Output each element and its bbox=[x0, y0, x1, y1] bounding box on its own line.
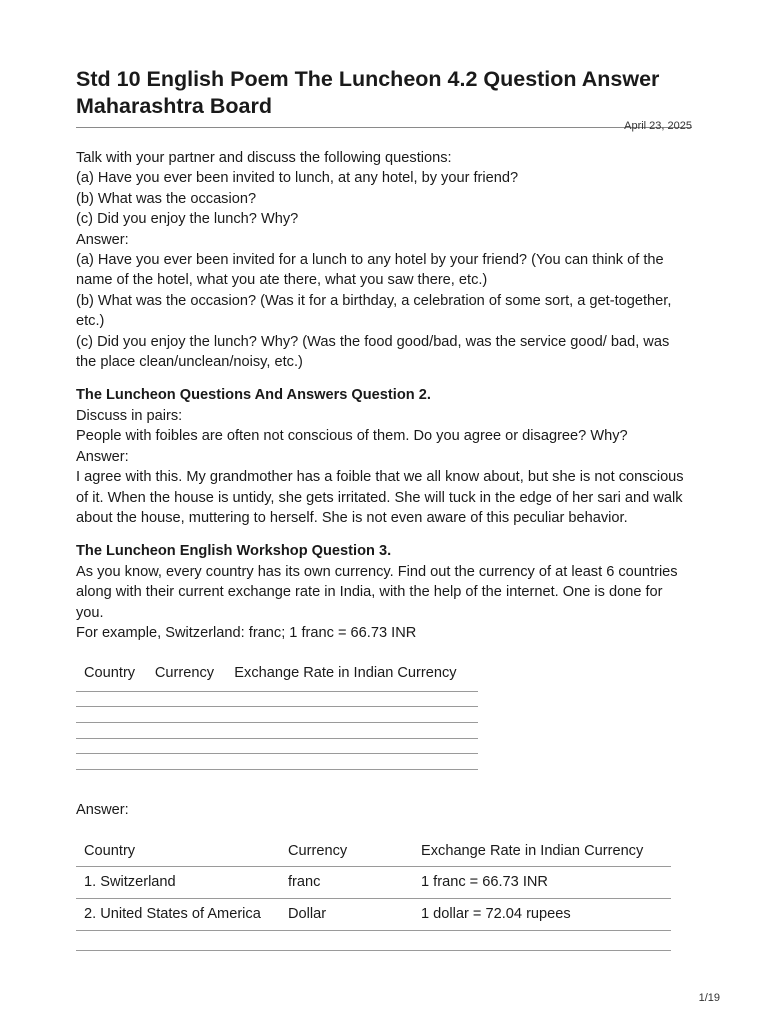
paragraph: For example, Switzerland: franc; 1 franc = 66.73 INR bbox=[76, 624, 417, 641]
column-header: Currency bbox=[280, 836, 413, 867]
table-row bbox=[76, 867, 671, 899]
paragraph: Answer: bbox=[76, 448, 129, 465]
column-header: Country bbox=[76, 836, 280, 867]
table-cell: Dollar bbox=[280, 899, 413, 931]
answer-currency-table bbox=[76, 836, 671, 951]
section-heading: The Luncheon Questions And Answers Question 2. bbox=[76, 387, 431, 404]
table-row bbox=[76, 707, 478, 723]
paragraph: Talk with your partner and discuss the following questions: bbox=[76, 150, 452, 166]
article-body bbox=[76, 148, 692, 951]
paragraph: Discuss in pairs: bbox=[76, 407, 183, 424]
table-cell: 1. Switzerland bbox=[76, 867, 280, 899]
table-cell: 1 dollar = 72.04 rupees bbox=[413, 899, 671, 931]
paragraph: (a) Have you ever been invited to lunch, at any hotel, by your friend? bbox=[76, 170, 519, 187]
column-header: Currency bbox=[147, 659, 226, 691]
paragraph: I agree with this. My grandmother has a foible that we all know about, but she is not conscious of it. When the house is untidy, she gets irritated. She will tuck in the edge of her sari and walk about the house, muttering to herself. She is not even aware of this peculiar behavior. bbox=[76, 469, 684, 526]
page-number: 1/19 bbox=[698, 992, 720, 1004]
paragraph: (b) What was the occasion? (Was it for a birthday, a celebration of some sort, a get-together, etc.) bbox=[76, 292, 672, 330]
table-row bbox=[76, 754, 478, 770]
empty-currency-table bbox=[76, 659, 478, 769]
paragraph: (a) Have you ever been invited for a lunch to any hotel by your friend? (You can think of the name of the hotel, what you ate there, what you saw there, etc.) bbox=[76, 252, 664, 289]
section-heading: The Luncheon English Workshop Question 3. bbox=[76, 543, 392, 560]
table-row bbox=[76, 931, 671, 951]
paragraph: (b) What was the occasion? bbox=[76, 190, 257, 207]
paragraph: Answer: bbox=[76, 231, 129, 248]
column-header: Exchange Rate in Indian Currency bbox=[413, 836, 671, 867]
paragraph: People with foibles are often not conscious of them. Do you agree or disagree? Why? bbox=[76, 428, 628, 445]
paragraph: As you know, every country has its own currency. Find out the currency of at least 6 countries along with their current exchange rate in India, with the help of the internet. One is done for you. bbox=[76, 563, 678, 621]
table-row bbox=[76, 722, 478, 738]
table-cell: 1 franc = 66.73 INR bbox=[413, 867, 671, 899]
table-row bbox=[76, 738, 478, 754]
table-cell: 2. United States of America bbox=[76, 899, 280, 931]
column-header: Country bbox=[76, 659, 147, 691]
paragraph: (c) Did you enjoy the lunch? Why? (Was the food good/bad, was the service good/ bad, was the place clean/unclean/noisy, etc.) bbox=[76, 333, 670, 371]
table-cell: franc bbox=[280, 867, 413, 899]
publish-date: April 23, 2025 bbox=[624, 120, 692, 132]
answer-label: Answer: bbox=[76, 801, 129, 818]
table-row bbox=[76, 691, 478, 707]
table-row bbox=[76, 899, 671, 931]
column-header: Exchange Rate in Indian Currency bbox=[226, 659, 478, 691]
page-title: Std 10 English Poem The Luncheon 4.2 Question Answer Maharashtra Board bbox=[76, 67, 660, 118]
paragraph: (c) Did you enjoy the lunch? Why? bbox=[76, 211, 299, 228]
title-divider bbox=[76, 127, 692, 128]
